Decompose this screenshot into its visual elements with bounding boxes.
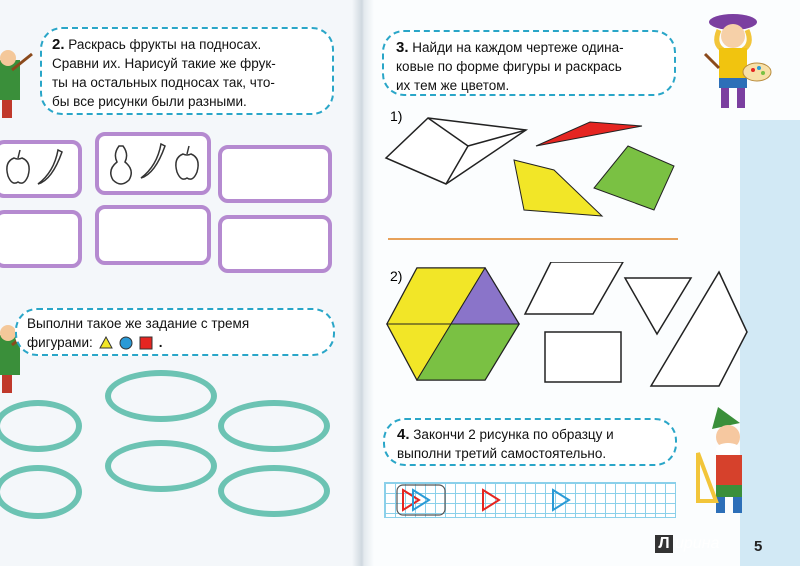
task-2-box [40,27,334,115]
task-2-number: 2. [52,36,65,53]
task-3-number: 3. [396,39,409,56]
tray-6[interactable] [218,215,332,273]
orange-divider [388,238,678,240]
task-2-line-4: бы все рисунки были разными. [52,94,247,109]
outlined-triangle-shape[interactable] [625,278,691,334]
green-quadrilateral-shape[interactable] [594,146,674,210]
triangle-icon [99,336,113,349]
oval-tray-1[interactable] [105,370,217,422]
tray-5[interactable] [95,205,211,265]
task-3-line-3: их тем же цветом. [396,78,510,93]
task-3-line-1: Найди на каждом чертеже одина- [412,40,624,55]
tray-3[interactable] [218,145,332,203]
subtask-box [15,308,335,356]
oval-tray-3[interactable] [218,400,330,452]
gnome-character-icon [694,405,764,517]
apple-banana-drawing-icon [0,144,78,194]
tray-2 [95,132,211,195]
subtask-line-2: фигурами: [27,335,93,350]
subtask-line-1: Выполни такое же задание с тремя [27,316,250,331]
task-3-figures-1 [380,110,680,220]
task-3-box [382,30,676,96]
brand-watermark [655,535,719,553]
tray-4[interactable] [0,210,82,268]
yellow-trapezoid-shape[interactable] [514,160,602,216]
part-2-label: 2) [390,268,403,284]
brand-letter: Л [655,535,673,553]
task-2-line-3: ты на остальных подносах так, что- [52,75,275,90]
tray-1 [0,140,82,198]
drawing-grid[interactable] [384,482,676,518]
book-spine [352,0,374,566]
task-4-number: 4. [397,426,410,443]
painter-girl-character-icon [695,8,775,118]
task-4-line-2: выполни третий самостоятельно. [397,446,607,461]
brand-text: ирина [675,535,720,552]
page-number: 5 [754,538,763,555]
painter-character-icon [0,50,34,120]
outlined-parallelogram-shape[interactable] [386,118,526,184]
arrow-pattern-drawing [385,483,675,517]
oval-tray-6[interactable] [218,465,330,517]
outlined-rectangle-shape[interactable] [545,332,621,382]
task-3-line-2: ковые по форме фигуры и раскрась [396,59,622,74]
red-triangle-shape[interactable] [536,122,642,146]
task-3-figures-2 [385,262,755,387]
pear-banana-apple-drawing-icon [99,136,207,191]
outlined-rhombus-shape[interactable] [525,262,623,314]
task-4-box [383,418,677,466]
task-4-line-1: Закончи 2 рисунка по образцу и [413,427,614,442]
square-icon [139,336,153,350]
task-2-line-2: Сравни их. Нарисуй такие же фрук- [52,56,276,71]
part-1-label: 1) [390,108,403,124]
oval-tray-4[interactable] [105,440,217,492]
subtask-dot: . [158,335,163,350]
task-2-line-1: Раскрась фрукты на подносах. [68,37,262,52]
circle-icon [119,336,133,350]
